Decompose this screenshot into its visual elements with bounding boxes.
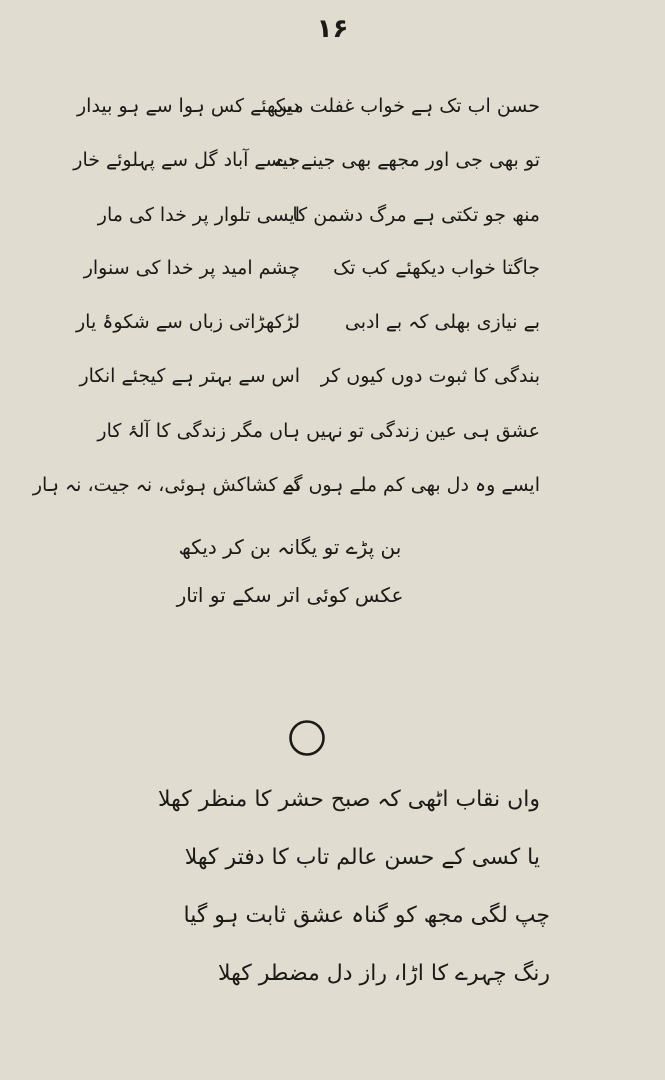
- page-number: ۱۶: [316, 14, 349, 44]
- misra-second: دیکھئے کس ہوا سے ہو بیدار: [76, 95, 300, 117]
- misra-first: عشق ہی عین زندگی تو نہیں: [306, 420, 540, 442]
- ghazal-line: رنگ چہرے کا اڑا، راز دل مضطر کھلا: [218, 961, 550, 986]
- couplet: [60, 356, 540, 396]
- closing-line: عکس کوئی اتر سکے تو اتار: [176, 583, 404, 607]
- ghazal-line: یا کسی کے حسن عالم تاب کا دفتر کھلا: [184, 845, 540, 870]
- misra-second: لڑکھڑاتی زباں سے شکوۂ یار: [76, 311, 300, 333]
- closing-line: بن پڑے تو یگانہ بن کر دیکھ: [178, 535, 402, 559]
- couplet: [60, 140, 540, 180]
- misra-first: بندگی کا ثبوت دوں کیوں کر: [320, 365, 540, 387]
- ghazal-line: واں نقاب اٹھی کہ صبح حشر کا منظر کھلا: [158, 787, 540, 812]
- couplet: [60, 248, 540, 288]
- couplet: [60, 302, 540, 342]
- couplet: [60, 86, 540, 126]
- misra-second: جیسے آباد گل سے پہلوئے خار: [73, 149, 300, 171]
- misra-second: نہ کشاکش ہوئی، نہ جیت، نہ ہار: [32, 474, 300, 496]
- couplet: [60, 411, 540, 451]
- misra-first: بے نیازی بھلی کہ بے ادبی: [344, 311, 540, 333]
- misra-first: جاگتا خواب دیکھئے کب تک: [333, 257, 540, 279]
- misra-first: تو بھی جی اور مجھے بھی جینے دے: [275, 149, 540, 171]
- couplet: [60, 195, 540, 235]
- circle-ornament-icon: [288, 719, 326, 757]
- misra-first: ایسے وہ دل بھی کم ملے ہوں گے: [282, 474, 540, 496]
- ghazal-line: چپ لگی مجھ کو گناہ عشق ثابت ہو گیا: [183, 903, 550, 928]
- misra-second: ایسی تلوار پر خدا کی مار: [97, 204, 300, 226]
- misra-first: حسن اب تک ہے خواب غفلت میں: [273, 95, 540, 117]
- misra-second: ہاں مگر زندگی کا آلۂ کار: [97, 420, 300, 442]
- misra-second: چشم امید پر خدا کی سنوار: [83, 257, 300, 279]
- couplet: [32, 465, 540, 505]
- misra-second: اس سے بہتر ہے کیجئے انکار: [79, 365, 300, 387]
- misra-first: منھ جو تکتی ہے مرگ دشمن کا: [292, 204, 540, 226]
